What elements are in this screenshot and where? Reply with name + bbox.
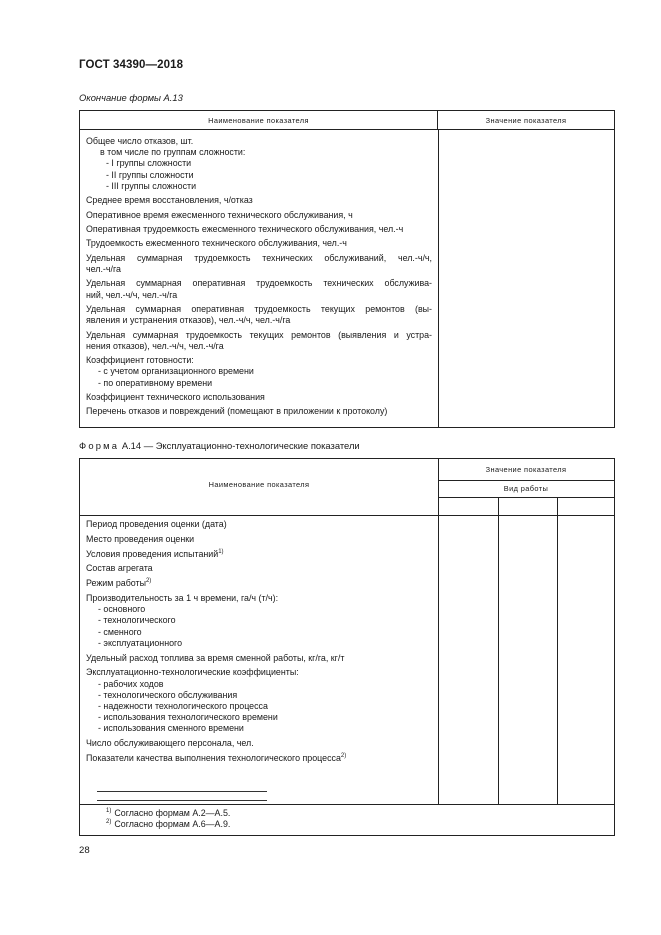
indicator-line xyxy=(86,578,432,589)
page-number: 28 xyxy=(79,845,90,856)
indicator-line xyxy=(86,701,432,712)
form-a14-footnotes xyxy=(106,808,230,830)
indicator-row xyxy=(86,549,432,560)
indicator-row xyxy=(86,195,432,206)
indicator-text: - I группы сложности xyxy=(106,158,192,169)
indicator-line xyxy=(86,290,432,301)
form-a14-caption-title: А.14 — Эксплуатационно-технологические показатели xyxy=(121,440,360,451)
footnote-text: Согласно формам А.2—А.5. xyxy=(114,808,231,818)
indicator-text: Удельная суммарная трудоемкость текущих ремонтов (выявления и устра- xyxy=(86,329,432,340)
indicator-line xyxy=(86,238,432,249)
indicator-line xyxy=(86,534,432,545)
standard-title: ГОСТ 34390—2018 xyxy=(79,59,184,71)
indicator-text: в том числе по группам сложности: xyxy=(100,147,246,158)
indicator-row xyxy=(86,253,432,275)
indicator-text: чел.-ч/га xyxy=(86,263,121,274)
form-a14-footer-divider xyxy=(80,804,614,805)
indicator-text: Эксплуатационно-технологические коэффициенты: xyxy=(86,667,299,678)
indicator-line xyxy=(86,615,432,626)
indicator-text: Трудоемкость ежесменного технического обслуживания, чел.-ч xyxy=(86,238,347,249)
indicator-line xyxy=(86,315,432,326)
indicator-text: Коэффициент технического использования xyxy=(86,391,265,402)
indicator-text: Состав агрегата xyxy=(86,563,153,574)
indicator-row xyxy=(86,136,432,192)
form-a13-body xyxy=(86,136,432,421)
indicator-text: Удельная суммарная оперативная трудоемкость текущих ремонтов (вы- xyxy=(86,303,432,314)
indicator-text: Оперативное время ежесменного технического обслуживания, ч xyxy=(86,209,353,220)
indicator-text: - с учетом организационного времени xyxy=(98,366,254,377)
indicator-row xyxy=(86,406,432,417)
indicator-line xyxy=(86,563,432,574)
indicator-line xyxy=(86,341,432,352)
indicator-text: нения отказов), чел.-ч/ч, чел.-ч/га xyxy=(86,340,224,351)
indicator-row xyxy=(86,210,432,221)
indicator-line xyxy=(86,195,432,206)
indicator-row xyxy=(86,653,432,664)
indicator-text: Условия проведения испытаний xyxy=(86,548,219,559)
indicator-line xyxy=(86,723,432,734)
indicator-text: Удельная суммарная трудоемкость технических обслуживаний, чел.-ч/ч, xyxy=(86,252,432,263)
indicator-text: Оперативная трудоемкость ежесменного технического обслуживания, чел.-ч xyxy=(86,223,404,234)
indicator-text: - по оперативному времени xyxy=(98,377,213,388)
indicator-line xyxy=(86,253,432,264)
footnote-ref: 2) xyxy=(340,753,347,760)
indicator-row xyxy=(86,753,432,764)
indicator-line xyxy=(86,549,432,560)
indicator-line xyxy=(86,519,432,530)
indicator-text: Удельный расход топлива за время сменной работы, кг/га, кг/т xyxy=(86,652,345,663)
form-a13-col-name: Наименование показателя xyxy=(80,111,438,130)
indicator-text: ний, чел.-ч/ч, чел.-ч/га xyxy=(86,289,178,300)
indicator-row xyxy=(86,738,432,749)
indicator-line xyxy=(86,304,432,315)
indicator-text: Удельная суммарная оперативная трудоемкость технических обслужива- xyxy=(86,278,432,289)
indicator-line xyxy=(86,264,432,275)
indicator-line xyxy=(86,330,432,341)
footnote-text: Согласно формам А.6—А.9. xyxy=(114,819,231,830)
indicator-row xyxy=(86,578,432,589)
form-a14-col-name: Наименование показателя xyxy=(208,480,310,489)
indicator-row xyxy=(86,224,432,235)
form-a14-divider-value xyxy=(438,480,614,481)
form-a14-col-value: Значение показателя xyxy=(485,465,567,474)
indicator-text: - надежности технологического процесса xyxy=(98,701,268,711)
indicator-text: явления и устранения отказов), чел.-ч/ч, чел.-ч/га xyxy=(86,315,291,326)
indicator-text: - технологического обслуживания xyxy=(98,689,238,700)
indicator-line xyxy=(86,679,432,690)
indicator-text: Место проведения оценки xyxy=(86,533,195,544)
indicator-text: - III группы сложности xyxy=(106,180,197,191)
indicator-row xyxy=(86,355,432,389)
indicator-line xyxy=(86,406,432,417)
indicator-line xyxy=(86,712,432,723)
form-a14-divider-work xyxy=(438,497,614,498)
footnote-ref: 2) xyxy=(145,578,152,585)
form-a14-header-bottom xyxy=(80,515,614,516)
indicator-row xyxy=(86,667,432,734)
form-a13-column-divider xyxy=(438,130,439,427)
form-a14-col-work: Вид работы xyxy=(503,484,549,493)
indicator-text: Среднее время восстановления, ч/отказ xyxy=(86,195,253,206)
indicator-text: Режим работы xyxy=(86,578,146,589)
indicator-text: - использования технологического времени xyxy=(98,712,278,723)
form-a14-divider-main xyxy=(438,459,439,804)
form-a14-body xyxy=(86,519,432,768)
indicator-row xyxy=(86,392,432,403)
indicator-row xyxy=(86,563,432,574)
indicator-line xyxy=(86,355,432,366)
indicator-line xyxy=(86,278,432,289)
indicator-text: - эксплуатационного xyxy=(98,637,183,648)
indicator-line xyxy=(86,392,432,403)
indicator-text: Коэффициент готовности: xyxy=(86,355,194,366)
indicator-line xyxy=(86,653,432,664)
form-a14-caption-word: Форма xyxy=(79,440,120,451)
indicator-row xyxy=(86,238,432,249)
form-a14-table xyxy=(79,458,615,836)
indicator-line xyxy=(86,738,432,749)
indicator-text: - использования сменного времени xyxy=(98,723,244,734)
indicator-row xyxy=(86,304,432,326)
indicator-line xyxy=(86,158,432,169)
indicator-text: - сменного xyxy=(98,626,142,637)
indicator-line xyxy=(86,604,432,615)
indicator-text: Общее число отказов, шт. xyxy=(86,136,194,146)
indicator-line xyxy=(86,690,432,701)
indicator-line xyxy=(86,136,432,147)
indicator-line xyxy=(86,667,432,678)
form-a14-caption xyxy=(79,440,360,451)
indicator-row xyxy=(86,519,432,530)
indicator-line xyxy=(86,181,432,192)
indicator-line xyxy=(86,753,432,764)
form-a13-caption: Окончание формы А.13 xyxy=(79,92,183,103)
form-a14-divider-col2 xyxy=(498,497,499,804)
indicator-line xyxy=(86,627,432,638)
indicator-text: Период проведения оценки (дата) xyxy=(86,519,227,529)
indicator-row xyxy=(86,330,432,352)
indicator-row xyxy=(86,534,432,545)
footnote xyxy=(106,819,230,830)
indicator-text: - технологического xyxy=(98,615,176,626)
footnote-mark: 2) xyxy=(106,819,112,826)
blank-fill-line xyxy=(97,800,267,801)
footnote xyxy=(106,808,230,819)
footnote-ref: 1) xyxy=(218,548,224,555)
indicator-line xyxy=(86,170,432,181)
indicator-line xyxy=(86,224,432,235)
indicator-line xyxy=(86,210,432,221)
indicator-text: Перечень отказов и повреждений (помещают в приложении к протоколу) xyxy=(86,406,388,417)
indicator-line xyxy=(86,593,432,604)
blank-fill-line xyxy=(97,791,267,792)
indicator-line xyxy=(86,147,432,158)
indicator-text: - II группы сложности xyxy=(106,169,194,180)
indicator-text: Производительность за 1 ч времени, га/ч (т/ч): xyxy=(86,592,279,603)
indicator-row xyxy=(86,278,432,300)
indicator-text: Показатели качества выполнения технологического процесса xyxy=(86,753,341,763)
footnote-mark: 1) xyxy=(106,808,112,815)
indicator-line xyxy=(86,638,432,649)
indicator-text: - основного xyxy=(98,604,146,615)
indicator-line xyxy=(86,366,432,377)
form-a13-col-value: Значение показателя xyxy=(485,116,567,125)
form-a14-divider-col3 xyxy=(557,497,558,804)
indicator-line xyxy=(86,378,432,389)
form-a13-table xyxy=(79,110,615,428)
indicator-row xyxy=(86,593,432,649)
indicator-text: - рабочих ходов xyxy=(98,678,164,689)
form-a13-header-row xyxy=(80,111,614,130)
indicator-text: Число обслуживающего персонала, чел. xyxy=(86,738,254,749)
